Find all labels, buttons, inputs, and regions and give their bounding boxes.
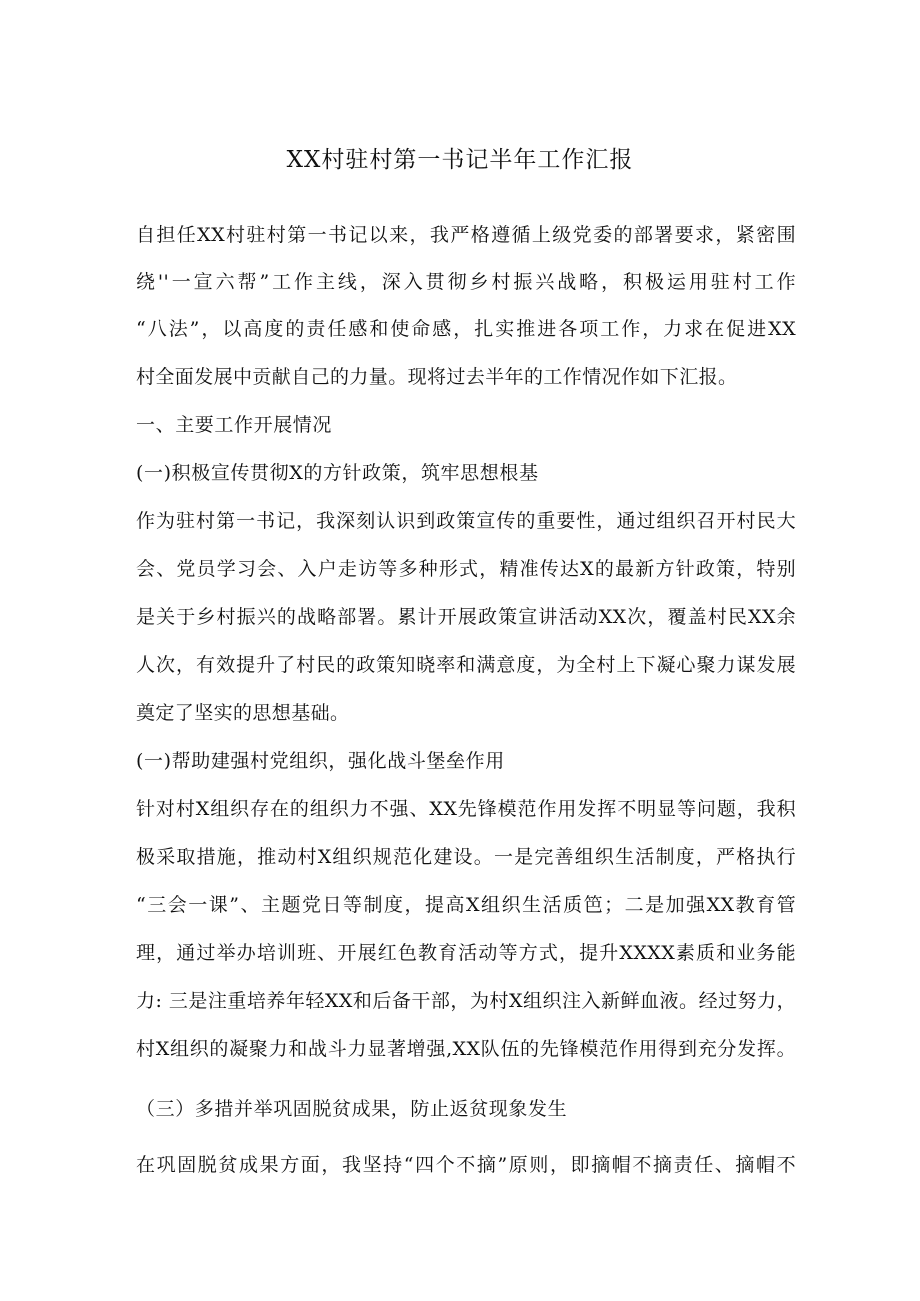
paragraph-line: 自担任XX村驻村第一书记以来，我严格遵循上级党委的部署要求，紧密围 [136, 224, 796, 246]
subsection-heading: （三）多措并举巩固脱贫成果，防止返贫现象发生 [136, 1098, 568, 1120]
paragraph-line: “三会一课”、主题党日等制度，提高X组织生活质笆；二是加强XX教育管 [136, 894, 796, 916]
paragraph-line: 力: 三是注重培养年轻XX和后备干部，为村X组织注入新鲜血液。经过努力， [136, 990, 796, 1012]
paragraph-line: 人次，有效提升了村民的政策知晓率和满意度，为全村上下凝心聚力谋发展 [136, 654, 796, 676]
document-title: XX村驻村第一书记半年工作汇报 [286, 147, 634, 173]
paragraph-line: 理，通过举办培训班、开展红色教育活动等方式，提升XXXX素质和业务能 [136, 942, 796, 964]
paragraph-line: “八法”，以高度的责任感和使命感，扎实推进各项工作，力求在促进XX [136, 318, 796, 340]
paragraph-line: 作为驻村第一书记，我深刻认识到政策宣传的重要性，通过组织召开村民大 [136, 510, 796, 532]
paragraph-line: 极采取措施，推动村X组织规范化建设。一是完善组织生活制度，严格执行 [136, 846, 796, 868]
subsection-heading: (一)帮助建强村党组织，强化战斗堡垒作用 [136, 750, 505, 772]
paragraph-line: 村X组织的凝聚力和战斗力显著增强,XX队伍的先锋模范作用得到充分发挥。 [136, 1038, 796, 1060]
paragraph-line: 针对村X组织存在的组织力不强、XX先锋模范作用发挥不明显等问题，我积 [136, 798, 796, 820]
subsection-heading: (一)积极宣传贯彻X的方针政策，筑牢思想根基 [136, 462, 539, 484]
paragraph-line: 绕''一宣六帮”工作主线，深入贯彻乡村振兴战略，积极运用驻村工作 [136, 271, 796, 293]
paragraph-line: 村全面发展中贡献自己的力量。现将过去半年的工作情况作如下汇报。 [136, 366, 738, 388]
paragraph-line: 奠定了坚实的思想基础。 [136, 702, 350, 724]
paragraph-line: 是关于乡村振兴的战略部署。累计开展政策宣讲活动XX次，覆盖村民XX余 [136, 606, 796, 628]
paragraph-line: 在巩固脱贫成果方面，我坚持“四个不摘”原则，即摘帽不摘责任、摘帽不 [136, 1154, 796, 1176]
paragraph-line: 会、党员学习会、入户走访等多种形式，精准传达X的最新方针政策，特别 [136, 558, 796, 580]
section-heading: 一、主要工作开展情况 [136, 414, 333, 436]
